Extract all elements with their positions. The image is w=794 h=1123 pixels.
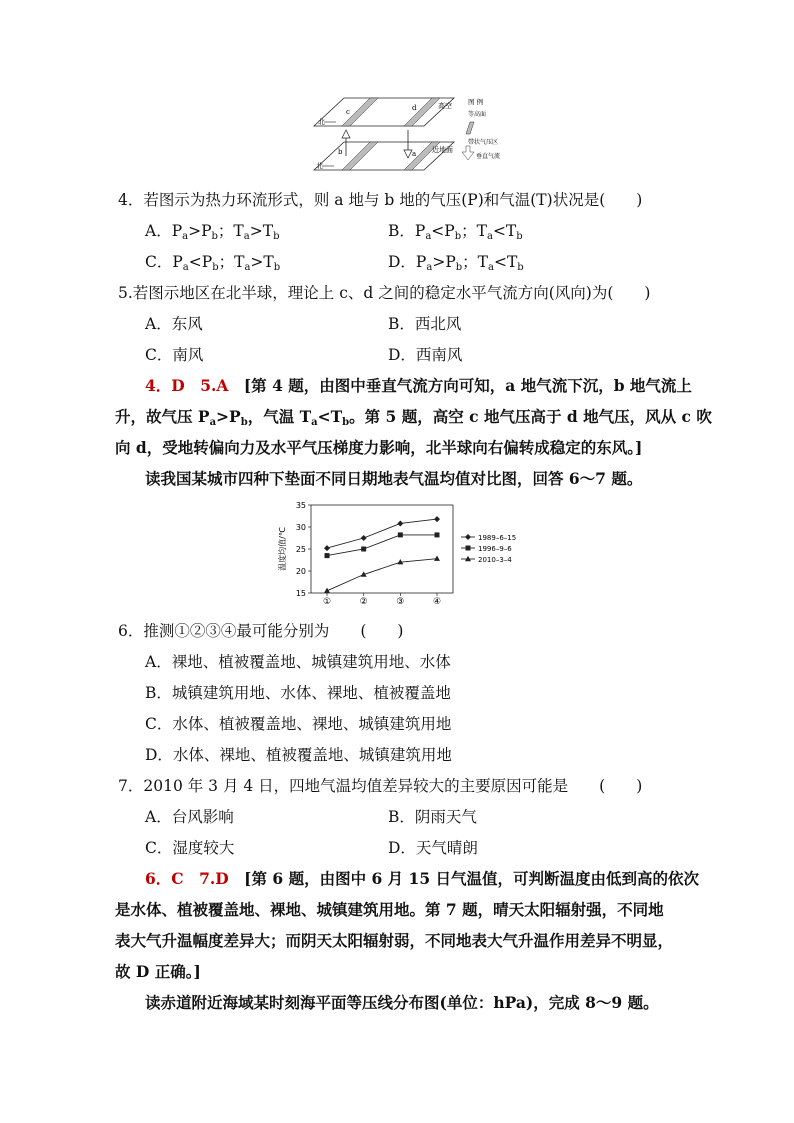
intro-6-7: 读我国某城市四种下垫面不同日期地表气温均值对比图，回答 6～7 题。 xyxy=(145,469,643,488)
q7-stem: 7．2010 年 3 月 4 日，四地气温均值差异较大的主要原因可能是 ( ) xyxy=(118,777,643,795)
q6-option-a: A．裸地、植被覆盖地、城镇建筑用地、水体 xyxy=(145,653,451,671)
q7-option-a: A．台风影响 xyxy=(145,808,234,826)
q4-option-b: B．$P_a<P_b$；$T_a<T_b$ xyxy=(388,222,523,242)
legend-item-belt: 带状气压区 xyxy=(468,139,499,146)
y-tick-label: 20 xyxy=(295,567,306,576)
data-point-square xyxy=(361,547,366,552)
label-d: d xyxy=(412,104,417,112)
legend-item-flow: 垂直气流 xyxy=(476,153,501,160)
answer-4-5-label: 4．D 5.A xyxy=(145,376,229,395)
q6-stem: 6．推测①②③④最可能分别为 ( ) xyxy=(118,622,404,640)
q6-option-c: C．水体、植被覆盖地、裸地、城镇建筑用地 xyxy=(145,715,452,733)
temperature-line-chart xyxy=(275,495,520,610)
x-tick-label: ④ xyxy=(432,597,442,607)
x-tick-label: ② xyxy=(359,597,368,607)
vertical-flow-arrow-a xyxy=(404,150,412,158)
q4-option-d: D．$P_a>P_b$；$T_a<T_b$ xyxy=(388,253,524,273)
legend-swatch-flow xyxy=(462,146,474,160)
answer-6-7-line4: 故 D 正确。] xyxy=(115,962,201,981)
q6-option-b: B．城镇建筑用地、水体、裸地、植被覆盖地 xyxy=(145,684,451,702)
chart-plot-frame xyxy=(311,505,453,593)
label-north-top: 北 xyxy=(318,118,325,126)
data-point-diamond xyxy=(434,516,440,522)
answer-4-5-text1: [第 4 题，由图中垂直气流方向可知，a 地气流下沉，b 地气流上 xyxy=(243,376,692,395)
legend-label-3: 2010–3–4 xyxy=(478,556,512,564)
data-point-square xyxy=(435,532,440,537)
q6-option-d: D．水体、裸地、植被覆盖地、城镇建筑用地 xyxy=(145,746,452,764)
legend-title: 图 例 xyxy=(468,98,484,106)
intro-8-9: 读赤道附近海域某时刻海平面等压线分布图(单位：hPa)，完成 8～9 题。 xyxy=(145,993,659,1012)
data-point-square xyxy=(325,553,330,558)
answer-6-7-line2: 是水体、植被覆盖地、裸地、城镇建筑用地。第 7 题，晴天太阳辐射强，不同地 xyxy=(115,900,664,919)
thermal-circulation-diagram xyxy=(300,94,530,176)
answer-4-5-line2: 升，故气压 $P_a>P_b$，气温 $T_a<T_b$。第 5 题，高空 c 地气压高于 d 地气压，风从 c 吹 xyxy=(115,407,712,428)
label-near-ground: 近地面 xyxy=(432,146,453,154)
label-a: a xyxy=(412,150,417,158)
y-tick-label: 25 xyxy=(295,545,306,554)
series-line-1 xyxy=(327,519,437,548)
legend-item-isobaric: 等高面 xyxy=(468,111,487,118)
answer-6-7-text1: [第 6 题，由图中 6 月 15 日气温值，可判断温度由低到高的依次 xyxy=(244,869,700,888)
answer-6-7-line1 xyxy=(145,869,699,889)
q7-option-d: D．天气晴朗 xyxy=(388,839,478,857)
answer-4-5-line3: 向 d，受地转偏向力及水平气压梯度力影响，北半球向右偏转成稳定的东风。] xyxy=(115,438,643,457)
q5-option-a: A．东风 xyxy=(145,315,203,333)
label-c: c xyxy=(346,108,350,116)
data-point-diamond xyxy=(324,545,330,551)
label-b: b xyxy=(338,148,343,156)
label-north-bottom: 北 xyxy=(316,162,323,170)
y-tick-label: 35 xyxy=(295,501,306,510)
q7-option-b: B．阴雨天气 xyxy=(388,808,477,826)
data-point-diamond xyxy=(397,520,403,526)
series-line-2 xyxy=(327,535,437,556)
answer-4-5-line1 xyxy=(145,376,692,396)
q5-option-d: D．西南风 xyxy=(388,346,463,364)
answer-6-7-line3: 表大气升温幅度差异大；而阴天太阳辐射弱，不同地表大气升温作用差异不明显， xyxy=(115,931,674,950)
series-line-3 xyxy=(327,559,437,591)
pressure-belt-upper-right xyxy=(404,98,440,126)
q4-option-c: C．$P_a<P_b$；$T_a>T_b$ xyxy=(145,253,281,273)
y-axis-label: 温度均值/℃ xyxy=(278,527,287,571)
data-point-diamond xyxy=(465,534,471,540)
q7-option-c: C．湿度较大 xyxy=(145,839,235,857)
legend-swatch-belt xyxy=(466,122,474,134)
y-tick-label: 30 xyxy=(295,523,306,532)
data-point-triangle xyxy=(465,556,471,561)
q5-stem: 5.若图示地区在北半球，理论上 c、d 之间的稳定水平气流方向(风向)为( ) xyxy=(118,284,651,302)
data-point-square xyxy=(398,532,403,537)
data-point-square xyxy=(466,546,471,551)
data-point-diamond xyxy=(361,535,367,541)
pressure-belt-lower-left xyxy=(342,142,378,170)
x-tick-label: ③ xyxy=(396,597,405,607)
legend-label-1: 1989–6–15 xyxy=(478,534,517,542)
q5-option-c: C．南风 xyxy=(145,346,204,364)
legend-label-2: 1996–9–6 xyxy=(478,545,512,553)
answer-6-7-label: 6．C 7.D xyxy=(145,869,229,888)
label-high-sky: 高空 xyxy=(438,102,452,110)
q5-option-b: B．西北风 xyxy=(388,315,462,333)
vertical-flow-arrow-b xyxy=(342,130,350,138)
data-point-triangle xyxy=(434,555,440,560)
y-tick-label: 15 xyxy=(295,589,306,598)
q4-stem: 4．若图示为热力环流形式，则 a 地与 b 地的气压(P)和气温(T)状况是( ) xyxy=(118,191,643,209)
q4-option-a: A．$P_a>P_b$；$T_a>T_b$ xyxy=(145,222,280,242)
x-tick-label: ① xyxy=(322,597,332,607)
